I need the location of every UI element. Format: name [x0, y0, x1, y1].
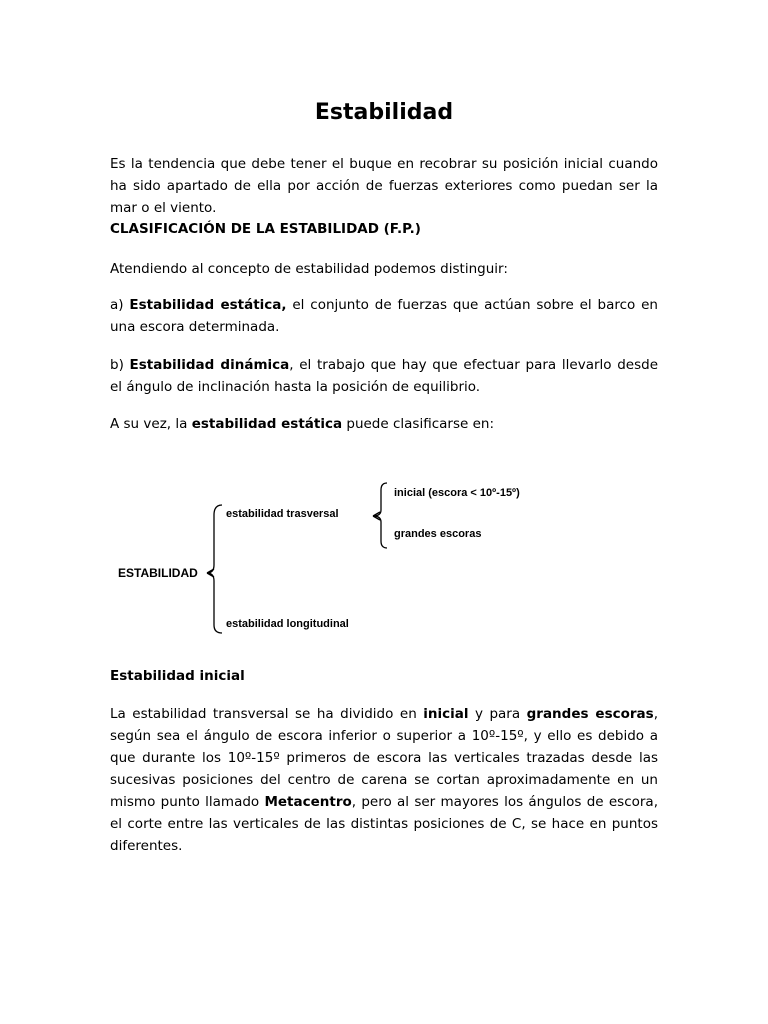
item-b-term: Estabilidad dinámica	[129, 357, 290, 373]
item-a-text: el conjunto de fuerzas que actúan sobre el barco en una escora determinada.	[110, 297, 658, 335]
diagram-root-label: ESTABILIDAD	[118, 566, 198, 580]
final-text-3: , según sea el ángulo de escora inferior o superior a 10º-15º, y ello es debido a que durante los 10º-15º primeros de escora las verticales trazadas desde las sucesivas posiciones del centro de carena se cortan aproximadamente en un mismo punto llamado	[110, 706, 658, 810]
final-term-metacenter: Metacentro	[264, 794, 352, 810]
static-line-suffix: puede clasificarse en:	[342, 416, 494, 432]
final-term-initial: inicial	[423, 706, 469, 722]
initial-stability-heading	[110, 665, 658, 687]
item-b-text: , el trabajo que hay que efectuar para llevarlo desde el ángulo de inclinación hasta la posición de equilibrio.	[110, 357, 658, 395]
intro-paragraph: Es la tendencia que debe tener el buque en recobrar su posición inicial cuando ha sido apartado de ella por acción de fuerzas exteriores como puedan ser la mar o el viento.	[110, 156, 658, 216]
classification-heading-text: CLASIFICACIÓN DE LA ESTABILIDAD (F.P.)	[110, 221, 421, 237]
main-brace	[207, 505, 222, 633]
page-title: Estabilidad	[314, 100, 454, 125]
final-paragraph	[110, 703, 658, 857]
final-text-4: , pero al ser mayores los ángulos de escora, el corte entre las verticales de las distintas posiciones de C, se hace en puntos diferentes.	[110, 794, 658, 854]
item-b-prefix: b)	[110, 357, 130, 373]
final-text-2: y para	[468, 706, 527, 722]
item-a-prefix: a)	[110, 297, 130, 313]
diagram-longitudinal-label: estabilidad longitudinal	[226, 618, 349, 630]
concept-line: Atendiendo al concepto de estabilidad podemos distinguir:	[110, 261, 508, 277]
initial-stability-heading-text: Estabilidad inicial	[110, 668, 245, 684]
final-term-large-angles: grandes escoras	[526, 706, 654, 722]
diagram-initial-label: inicial (escora < 10º-15º)	[394, 487, 520, 499]
diagram-transversal-label: estabilidad trasversal	[226, 508, 339, 520]
diagram-large-angle-label: grandes escoras	[394, 528, 482, 540]
static-line-prefix: A su vez, la	[110, 416, 192, 432]
item-a-term: Estabilidad estática,	[129, 297, 287, 313]
static-line-term: estabilidad estática	[191, 416, 343, 432]
final-text-1: La estabilidad transversal se ha dividido en	[110, 706, 424, 722]
